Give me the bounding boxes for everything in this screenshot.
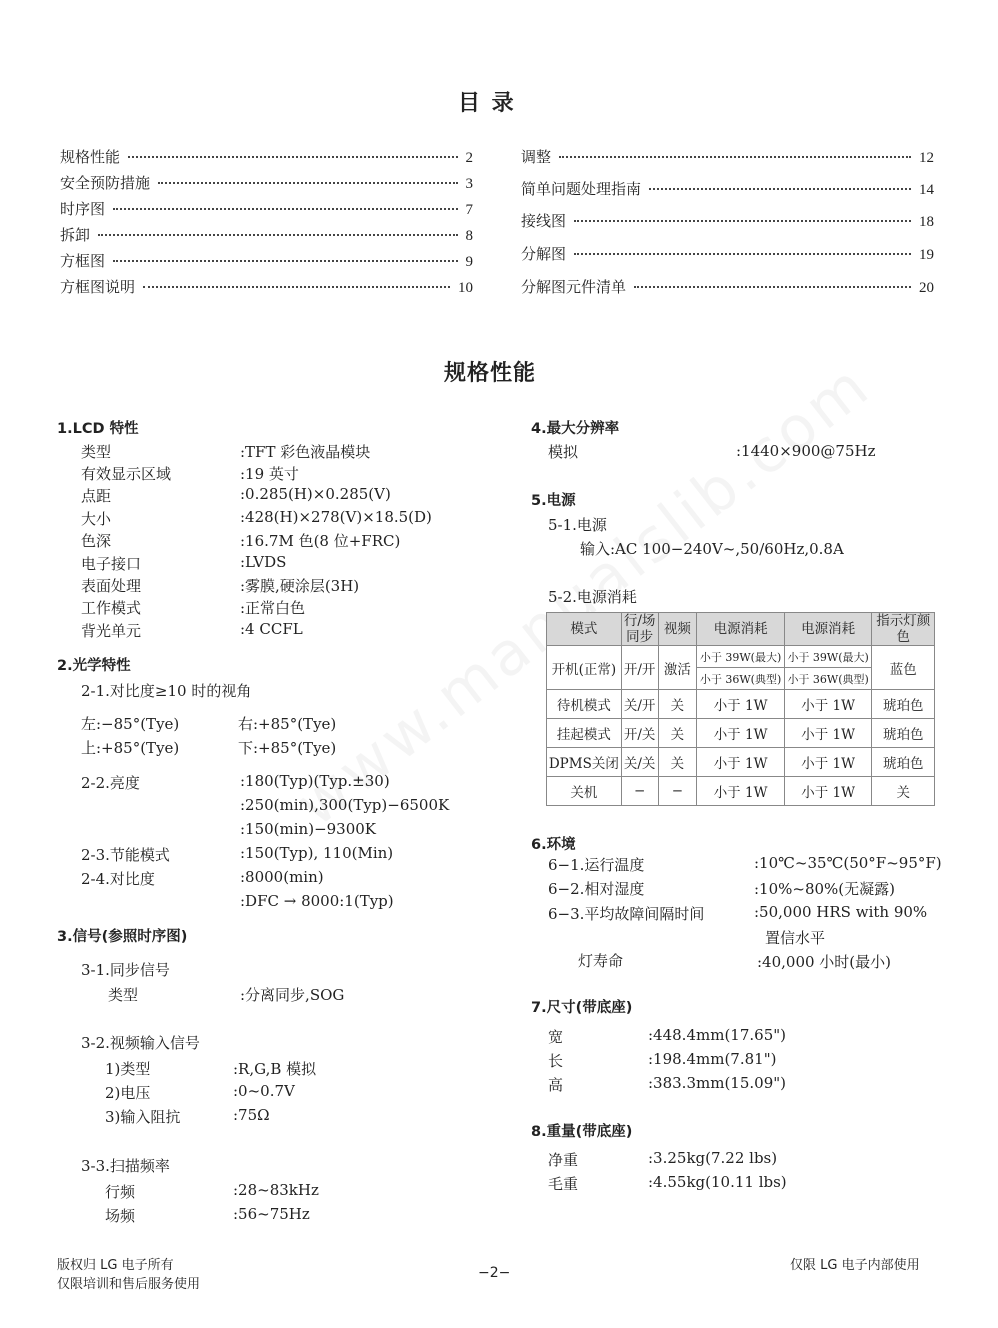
spec-value: :383.3mm(15.09") [648,1074,786,1092]
table-cell: 关 [872,777,935,806]
spec-value: :3.25kg(7.22 lbs) [648,1149,778,1167]
angle-left: 左:−85°(Tye) [81,715,180,733]
spec-value: :28~83kHz [233,1181,319,1199]
toc-entry[interactable] [60,224,473,244]
spec-value: :428(H)×278(V)×18.5(D) [240,508,432,526]
table-cell: 关/关 [621,748,658,777]
spec-label: 1)类型 [105,1060,151,1078]
brightness-value: :180(Typ)(Typ.±30) [240,772,390,790]
spec-label: 场频 [105,1207,136,1225]
toc-entry[interactable] [521,146,934,166]
toc-entry-label: 拆卸 [60,226,91,244]
toc-entry-label: 方框图说明 [60,278,136,296]
toc-entry-label: 安全预防措施 [60,174,151,192]
spec-value: :10℃~35℃(50°F~95°F) [754,854,942,872]
spec-label: 电子接口 [81,555,142,573]
table-row [547,646,935,668]
table-row [547,777,935,806]
toc-leader-dots [649,188,911,190]
contrast-value: :8000(min) [240,868,324,886]
toc-entry[interactable] [521,210,934,230]
contrast-value: :DFC → 8000:1(Typ) [240,892,394,910]
power-input: 输入:AC 100−240V~,50/60Hz,0.8A [580,540,844,558]
power-consumption-table [546,612,935,806]
spec-label: 宽 [548,1028,564,1046]
toc-leader-dots [113,260,457,262]
brightness-label: 2-2.亮度 [81,774,140,792]
mtbf-continuation: 置信水平 [765,929,826,947]
contrast-label: 2-4.对比度 [81,870,155,888]
spec-label: 6−2.相对湿度 [548,880,645,898]
table-cell: 琥珀色 [872,719,935,748]
table-cell: 小于 36W(典型) [784,668,872,690]
toc-entry-page: 8 [465,228,473,244]
brightness-value: :250(min),300(Typ)−6500K [240,796,450,814]
spec-value: :LVDS [240,553,287,571]
table-header: 行/场同步 [621,613,658,646]
toc-entry-page: 10 [458,280,473,296]
spec-value: :198.4mm(7.81") [648,1050,777,1068]
lamp-life-label: 灯寿命 [578,952,624,970]
table-header: 电源消耗 [697,613,785,646]
table-header: 指示灯颜色 [872,613,935,646]
spec-value: :R,G,B 模拟 [233,1060,317,1078]
spec-value: :4 CCFL [240,620,303,638]
eco-mode-label: 2-3.节能模式 [81,846,170,864]
spec-value: :TFT 彩色液晶模块 [240,443,371,461]
spec-value: :10%~80%(无凝露) [754,880,896,898]
resolution-label: 模拟 [548,443,579,461]
table-cell: 小于 1W [697,748,785,777]
sync-heading: 3-1.同步信号 [81,961,170,979]
toc-leader-dots [574,253,911,255]
toc-entry[interactable] [60,250,473,270]
table-cell: 待机模式 [547,690,622,719]
spec-label: 6−1.运行温度 [548,856,645,874]
table-cell: 小于 1W [784,777,872,806]
spec-value: :50,000 HRS with 90% [754,903,928,921]
toc-entry-label: 时序图 [60,200,106,218]
table-row [547,748,935,777]
spec-label: 长 [548,1052,564,1070]
footer-copyright: 版权归 LG 电子所有 [57,1258,174,1273]
table-cell: − [621,777,658,806]
table-cell: 关 [658,748,697,777]
angle-right: 右:+85°(Tye) [238,715,337,733]
spec-label: 有效显示区域 [81,465,172,483]
angle-up: 上:+85°(Tye) [81,739,180,757]
table-cell: 小于 1W [697,719,785,748]
spec-title: 规格性能 [444,360,537,386]
toc-entry-page: 20 [919,280,934,296]
toc-entry-page: 12 [919,150,934,166]
resolution-value: :1440×900@75Hz [736,442,876,460]
optical-heading: 2.光学特性 [57,658,131,674]
page-number: −2− [478,1265,511,1281]
spec-label: 点距 [81,487,112,505]
spec-label: 2)电压 [105,1084,151,1102]
toc-entry-label: 调整 [521,148,552,166]
table-cell: 琥珀色 [872,690,935,719]
toc-entry-label: 方框图 [60,252,106,270]
spec-value: :0~0.7V [233,1082,295,1100]
toc-entry-page: 14 [919,182,934,198]
table-cell: 挂起模式 [547,719,622,748]
spec-value: :0.285(H)×0.285(V) [240,485,391,503]
toc-entry[interactable] [521,178,934,198]
spec-label: 色深 [81,532,112,550]
toc-leader-dots [113,208,457,210]
eco-mode-value: :150(Typ), 110(Min) [240,844,394,862]
table-header: 视频 [658,613,697,646]
toc-entry-page: 18 [919,214,934,230]
table-header: 电源消耗 [784,613,872,646]
table-cell: 关 [658,690,697,719]
toc-leader-dots [128,156,457,158]
spec-label: 工作模式 [81,599,142,617]
toc-entry-page: 19 [919,247,934,263]
toc-leader-dots [98,234,457,236]
toc-leader-dots [158,182,457,184]
power-heading: 5.电源 [531,493,576,509]
table-cell: 开机(正常) [547,646,622,690]
table-cell: 小于 1W [784,748,872,777]
spec-label: 6−3.平均故障间隔时间 [548,905,705,923]
toc-title: 目 录 [458,90,516,116]
spec-label: 表面处理 [81,577,142,595]
table-cell: 小于 39W(最大) [697,646,785,668]
dimensions-heading: 7.尺寸(带底座) [531,1000,633,1016]
scan-heading: 3-3.扫描频率 [81,1157,170,1175]
sync-type-label: 类型 [108,986,139,1004]
toc-entry-label: 分解图元件清单 [521,278,627,296]
table-cell: 开/开 [621,646,658,690]
spec-value: :75Ω [233,1106,270,1124]
toc-entry[interactable] [60,146,473,166]
toc-entry[interactable] [60,198,473,218]
table-cell: 关 [658,719,697,748]
viewing-angle-heading: 2-1.对比度≥10 时的视角 [81,682,252,700]
toc-entry[interactable] [521,243,934,263]
table-header: 模式 [547,613,622,646]
environment-heading: 6.环境 [531,837,576,853]
table-cell: 关机 [547,777,622,806]
toc-entry-page: 2 [465,150,473,166]
table-cell: 琥珀色 [872,748,935,777]
table-cell: DPMS关闭 [547,748,622,777]
toc-entry[interactable] [60,276,473,296]
toc-entry[interactable] [60,172,473,192]
spec-value: :正常白色 [240,599,306,617]
toc-leader-dots [559,156,911,158]
brightness-value: :150(min)−9300K [240,820,377,838]
spec-value: :56~75Hz [233,1205,310,1223]
toc-entry-page: 3 [465,176,473,192]
table-cell: 小于 1W [784,719,872,748]
spec-label: 净重 [548,1151,579,1169]
table-cell: 小于 36W(典型) [697,668,785,690]
table-cell: 激活 [658,646,697,690]
toc-entry[interactable] [521,276,934,296]
table-cell: 小于 1W [697,690,785,719]
video-heading: 3-2.视频输入信号 [81,1034,200,1052]
toc-leader-dots [574,220,911,222]
spec-value: :19 英寸 [240,465,299,483]
spec-value: :16.7M 色(8 位+FRC) [240,532,401,550]
table-cell: 关/开 [621,690,658,719]
spec-label: 高 [548,1076,564,1094]
table-header-row [547,613,935,646]
toc-entry-label: 分解图 [521,245,567,263]
table-cell: 开/关 [621,719,658,748]
spec-label: 背光单元 [81,622,142,640]
sync-type-value: :分离同步,SOG [240,986,345,1004]
table-cell: 蓝色 [872,646,935,690]
spec-label: 行频 [105,1183,136,1201]
toc-leader-dots [143,286,450,288]
power-supply-heading: 5-1.电源 [548,516,607,534]
table-cell: − [658,777,697,806]
spec-label: 类型 [81,443,112,461]
signal-heading: 3.信号(参照时序图) [57,929,188,945]
toc-entry-label: 规格性能 [60,148,121,166]
power-consumption-heading: 5-2.电源消耗 [548,588,637,606]
spec-label: 3)输入阻抗 [105,1108,181,1126]
angle-down: 下:+85°(Tye) [238,739,337,757]
resolution-heading: 4.最大分辨率 [531,421,620,437]
footer-internal: 仅限 LG 电子内部使用 [790,1258,920,1273]
toc-entry-page: 9 [465,254,473,270]
table-cell: 小于 1W [697,777,785,806]
toc-entry-page: 7 [465,202,473,218]
lcd-heading: 1.LCD 特性 [57,421,139,437]
toc-entry-label: 接线图 [521,212,567,230]
spec-label: 大小 [81,510,112,528]
spec-value: :4.55kg(10.11 lbs) [648,1173,787,1191]
footer-usage: 仅限培训和售后服务使用 [57,1277,201,1292]
toc-entry-label: 简单问题处理指南 [521,180,642,198]
spec-label: 毛重 [548,1175,579,1193]
spec-value: :448.4mm(17.65") [648,1026,786,1044]
toc-leader-dots [634,286,911,288]
weight-heading: 8.重量(带底座) [531,1124,633,1140]
table-row [547,690,935,719]
table-row [547,719,935,748]
table-cell: 小于 1W [784,690,872,719]
lamp-life-value: :40,000 小时(最小) [757,953,892,971]
table-cell: 小于 39W(最大) [784,646,872,668]
spec-value: :雾膜,硬涂层(3H) [240,577,360,595]
